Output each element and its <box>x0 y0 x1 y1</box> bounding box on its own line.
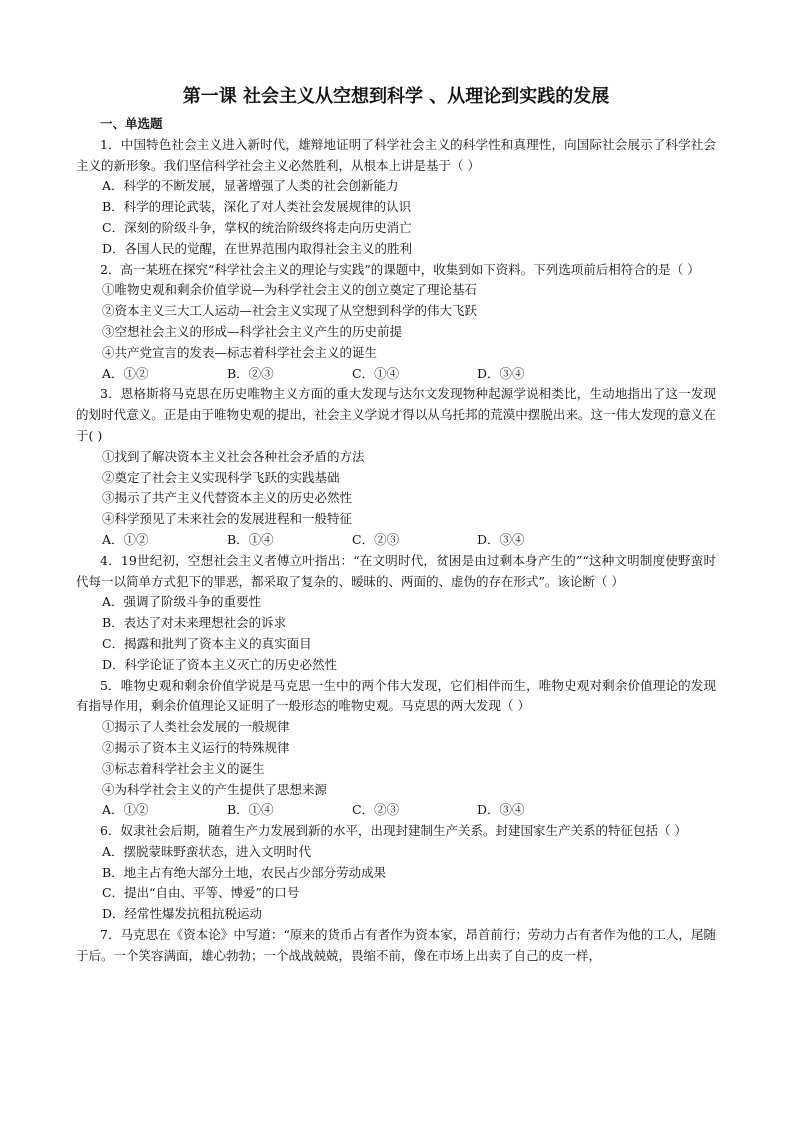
statement-item: ①找到了解决资本主义社会各种社会矛盾的方法 <box>102 448 365 464</box>
question-5 <box>76 676 716 822</box>
choice-b: B．②③ <box>227 365 274 381</box>
question-stem: 3．恩格斯将马克思在历史唯物主义方面的重大发现与达尔文发现物种起源学说相类比，生动地指出了这一发现的划时代意义。正是由于唯物史观的提出，社会主义学说才得以从乌托邦的荒漠中摆脱出来。这一伟大发现的意义在于( ) <box>76 386 716 443</box>
question-stem: 7．马克思在《资本论》中写道：“原来的货币占有者作为资本家，昂首前行；劳动力占有者作为他的工人，尾随于后。一个笑容满面，雄心勃勃；一个战战兢兢，畏缩不前，像在市场上出卖了自己的皮一样， <box>76 927 716 963</box>
choice-c: C．②③ <box>352 531 400 547</box>
option-d: D．各国人民的觉醒，在世界范围内取得社会主义的胜利 <box>102 240 413 256</box>
choice-c: C．②③ <box>352 802 400 818</box>
option-b: B．表达了对未来理想社会的诉求 <box>102 615 287 631</box>
statement-item: ①揭示了人类社会发展的一般规律 <box>102 719 290 735</box>
question-2 <box>76 260 716 385</box>
question-stem: 4．19世纪初，空想社会主义者傅立叶指出：“在文明时代，贫困是由过剩本身产生的”“这种文明制度使野蛮时代每一以简单方式犯下的罪恶，都采取了复杂的、暧昧的、两面的、虚伪的存在形式”。该论断（ ） <box>76 552 716 589</box>
option-c: C．揭露和批判了资本主义的真实面目 <box>102 635 312 651</box>
statement-item: ③空想社会主义的形成—科学社会主义产生的历史前提 <box>102 323 403 339</box>
choice-row <box>76 800 716 821</box>
statement-item: ④为科学社会主义的产生提供了思想来源 <box>102 781 328 797</box>
choice-c: C．①④ <box>352 365 400 381</box>
choice-b: B．①④ <box>227 802 274 818</box>
document-page <box>76 84 716 967</box>
choice-d: D．③④ <box>477 531 525 547</box>
statement-item: ②资本主义三大工人运动—社会主义实现了从空想到科学的伟大飞跃 <box>102 303 478 319</box>
question-7 <box>76 925 716 967</box>
question-stem: 2．高一某班在探究“科学社会主义的理论与实践”的课题中，收集到如下资料。下列选项前后相符合的是（ ） <box>100 261 700 277</box>
statement-item: ①唯物史观和剩余价值学说—为科学社会主义的创立奠定了理论基石 <box>102 282 478 298</box>
question-6 <box>76 821 716 925</box>
choice-row <box>76 530 716 551</box>
statement-item: ②奠定了社会主义实现科学飞跃的实践基础 <box>102 469 340 485</box>
page-title: 第一课 社会主义从空想到科学 、从理论到实践的发展 <box>182 86 610 107</box>
choice-b: B．①④ <box>227 531 274 547</box>
choice-d: D．③④ <box>477 802 525 818</box>
statement-item: ④共产党宣言的发表—标志着科学社会主义的诞生 <box>102 344 378 360</box>
option-b: B．地主占有绝大部分土地，农民占少部分劳动成果 <box>102 864 387 880</box>
option-c: C．提出“自由、平等、博爱”的口号 <box>102 885 300 901</box>
option-a: A．摆脱蒙昧野蛮状态，进入文明时代 <box>102 843 312 859</box>
question-4 <box>76 551 716 676</box>
choice-row <box>76 364 716 385</box>
question-1 <box>76 135 716 260</box>
statement-item: ④科学预见了未来社会的发展进程和一般特征 <box>102 511 353 527</box>
choice-a: A．①② <box>102 802 149 818</box>
option-c: C．深刻的阶级斗争，掌权的统治阶级终将走向历史消亡 <box>102 219 412 235</box>
statement-item: ③标志着科学社会主义的诞生 <box>102 760 265 776</box>
option-a: A．科学的不断发展，显著增强了人类的社会创新能力 <box>102 178 399 194</box>
question-stem: 5．唯物史观和剩余价值学说是马克思一生中的两个伟大发现，它们相伴而生，唯物史观对剩余价值理论的发现有指导作用，剩余价值理论又证明了一般形态的唯物史观。马克思的两大发现（ ） <box>76 677 716 714</box>
question-stem: 6．奴隶社会后期，随着生产力发展到新的水平，出现封建制生产关系。封建国家生产关系的特征包括（ ） <box>100 823 687 839</box>
section-heading: 一、单选题 <box>100 116 163 131</box>
statement-item: ③揭示了共产主义代替资本主义的历史必然性 <box>102 490 353 506</box>
choice-d: D．③④ <box>477 365 525 381</box>
option-d: D．经常性爆发抗租抗税运动 <box>102 906 263 922</box>
option-a: A．强调了阶级斗争的重要性 <box>102 594 262 610</box>
option-b: B．科学的理论武装，深化了对人类社会发展规律的认识 <box>102 199 412 215</box>
question-stem: 1．中国特色社会主义进入新时代，雄辩地证明了科学社会主义的科学性和真理性，向国际社会展示了科学社会主义的新形象。我们坚信科学社会主义必然胜利，从根本上讲是基于（ ） <box>76 136 716 173</box>
choice-a: A．①② <box>102 531 149 547</box>
choice-a: A．①② <box>102 365 149 381</box>
statement-item: ②揭示了资本主义运行的特殊规律 <box>102 739 290 755</box>
question-3 <box>76 384 716 550</box>
option-d: D．科学论证了资本主义灭亡的历史必然性 <box>102 656 338 672</box>
